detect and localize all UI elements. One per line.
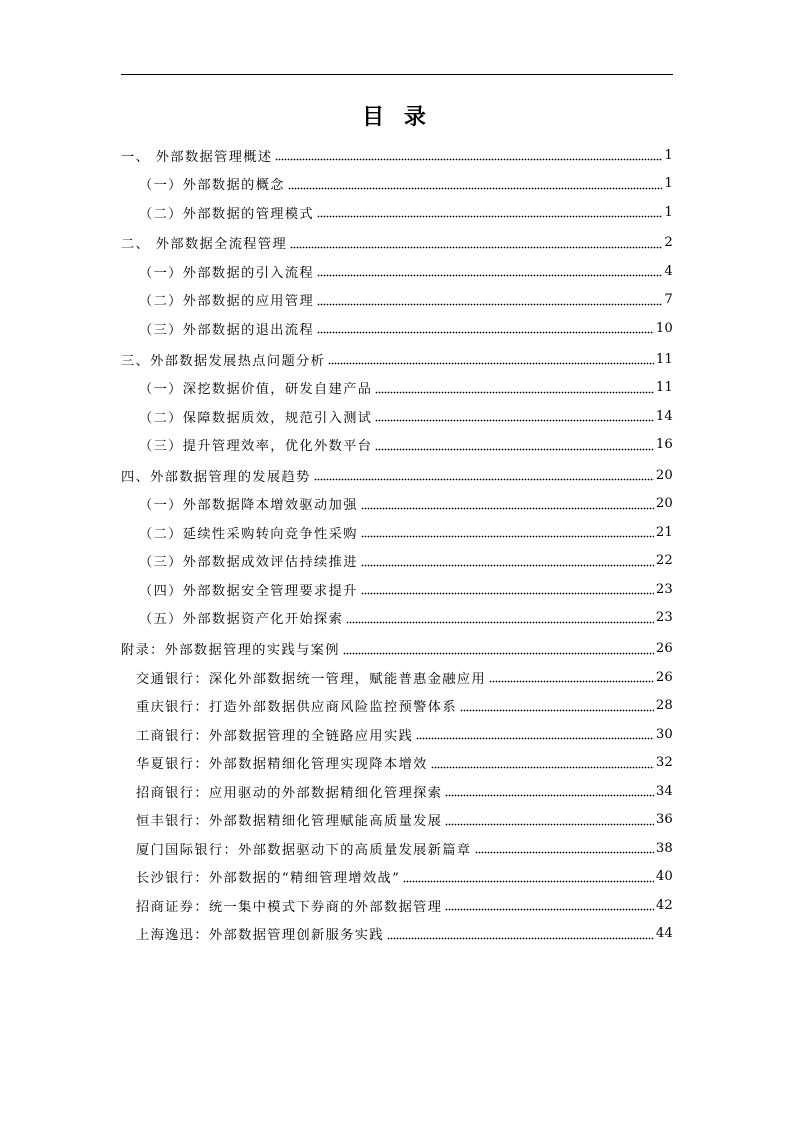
toc-entry-page-number: 38: [655, 840, 673, 856]
toc-entry-page-number: 20: [655, 496, 673, 512]
dot-leader: [317, 264, 662, 278]
toc-entry-page-number: 4: [664, 263, 673, 279]
toc-entry-title: 恒丰银行：外部数据精细化管理赋能高质量发展: [136, 814, 443, 829]
toc-entry[interactable]: [121, 229, 673, 258]
toc-entry-title: 三、外部数据发展热点问题分析: [121, 353, 326, 369]
toc-entry-page-number: 7: [664, 292, 673, 308]
toc-entry-page-number: 28: [655, 698, 673, 713]
toc-entry-page-number: 10: [655, 320, 673, 336]
toc-entry[interactable]: [121, 604, 673, 633]
header-rule: [121, 74, 673, 75]
toc-entry[interactable]: [121, 862, 673, 891]
toc-entry-page-number: 42: [655, 897, 673, 913]
toc-entry-title: 长沙银行：外部数据的“精细管理增效战”: [136, 871, 401, 886]
dot-leader: [346, 611, 654, 625]
toc-entry-title: （一）外部数据降本增效驱动加强: [139, 498, 358, 514]
toc-entry[interactable]: [121, 748, 673, 777]
toc-entry-page-number: 11: [655, 380, 673, 396]
toc-entry-title: 招商证券：统一集中模式下券商的外部数据管理: [136, 899, 443, 915]
toc-list: [121, 141, 673, 948]
toc-entry-page-number: 2: [664, 235, 673, 251]
toc-entry-page-number: 30: [655, 726, 673, 742]
dot-leader: [314, 468, 654, 482]
toc-entry[interactable]: [121, 777, 673, 806]
toc-entry[interactable]: [121, 461, 673, 490]
toc-entry[interactable]: [121, 198, 673, 227]
toc-entry-title: （五）外部数据资产化开始探索: [139, 612, 344, 628]
toc-entry[interactable]: [121, 634, 673, 663]
dot-leader: [328, 352, 654, 366]
dot-leader: [361, 525, 654, 539]
dot-leader: [375, 381, 653, 395]
dot-leader: [460, 699, 654, 713]
toc-entry-title: （一）深挖数据价值，研发自建产品: [139, 382, 373, 398]
toc-entry[interactable]: [121, 314, 673, 343]
dot-leader: [375, 409, 653, 423]
dot-leader: [361, 554, 654, 568]
dot-leader: [317, 293, 662, 307]
toc-entry[interactable]: [121, 663, 673, 692]
toc-entry-title: （二）外部数据的应用管理: [139, 294, 315, 310]
toc-entry-title: 厦门国际银行：外部数据驱动下的高质量发展新篇章: [136, 842, 472, 858]
toc-entry-page-number: 20: [655, 467, 673, 483]
toc-entry-page-number: 14: [655, 408, 673, 424]
dot-leader: [361, 582, 654, 596]
toc-entry-page-number: 23: [655, 581, 673, 597]
toc-entry-page-number: 1: [664, 147, 673, 163]
toc-entry-page-number: 1: [664, 204, 673, 220]
toc-entry[interactable]: [121, 141, 673, 170]
toc-entry-page-number: 26: [655, 641, 673, 656]
toc-entry-page-number: 44: [655, 926, 673, 941]
toc-entry[interactable]: [121, 891, 673, 920]
toc-entry[interactable]: [121, 345, 673, 374]
dot-leader: [387, 927, 654, 941]
toc-entry[interactable]: [121, 286, 673, 315]
toc-entry-title: 招商银行：应用驱动的外部数据精细化管理探索: [136, 785, 443, 801]
toc-entry-title: 上海逸迅：外部数据管理创新服务实践: [136, 928, 384, 943]
toc-entry-page-number: 36: [655, 812, 673, 827]
dot-leader: [290, 236, 662, 250]
toc-entry[interactable]: [121, 919, 673, 948]
toc-entry-page-number: 1: [664, 176, 673, 192]
toc-entry[interactable]: [121, 805, 673, 834]
toc-entry[interactable]: [121, 518, 673, 547]
toc-entry-title: 一、 外部数据管理概述: [121, 149, 273, 165]
toc-entry-title: 交通银行：深化外部数据统一管理，赋能普惠金融应用: [136, 671, 487, 687]
dot-leader: [361, 497, 654, 511]
dot-leader: [275, 148, 662, 162]
toc-entry[interactable]: [121, 834, 673, 863]
dot-leader: [403, 870, 654, 884]
toc-entry-title: 四、外部数据管理的发展趋势: [121, 469, 311, 485]
dot-leader: [343, 642, 654, 656]
toc-entry-title: 工商银行：外部数据管理的全链路应用实践: [136, 728, 414, 744]
dot-leader: [416, 727, 654, 741]
toc-entry-title: （三）外部数据的退出流程: [139, 322, 315, 338]
toc-entry-title: 二、 外部数据全流程管理: [121, 237, 288, 253]
dot-leader: [475, 841, 654, 855]
toc-entry[interactable]: [121, 575, 673, 604]
toc-entry[interactable]: [121, 373, 673, 402]
toc-entry-title: （二）延续性采购转向竞争性采购: [139, 526, 358, 542]
toc-entry-page-number: 40: [655, 869, 673, 884]
toc-entry-page-number: 23: [655, 610, 673, 626]
dot-leader: [317, 205, 662, 219]
dot-leader: [445, 784, 653, 798]
dot-leader: [489, 670, 654, 684]
dot-leader: [445, 898, 653, 912]
toc-entry-page-number: 16: [655, 437, 673, 453]
toc-entry[interactable]: [121, 691, 673, 720]
toc-entry[interactable]: [121, 170, 673, 199]
toc-entry[interactable]: [121, 547, 673, 576]
toc-entry-title: 重庆银行：打造外部数据供应商风险监控预警体系: [136, 700, 457, 715]
toc-entry-page-number: 11: [655, 351, 673, 367]
toc-entry-page-number: 34: [655, 783, 673, 799]
toc-entry[interactable]: [121, 720, 673, 749]
toc-entry[interactable]: [121, 430, 673, 459]
toc-entry-title: （三）提升管理效率，优化外数平台: [139, 439, 373, 455]
toc-title: 目 录: [362, 105, 432, 130]
toc-entry[interactable]: [121, 490, 673, 519]
toc-entry-title: （一）外部数据的概念: [139, 178, 285, 194]
toc-entry-title: （三）外部数据成效评估持续推进: [139, 555, 358, 571]
dot-leader: [375, 438, 653, 452]
toc-entry[interactable]: [121, 257, 673, 286]
toc-entry[interactable]: [121, 402, 673, 431]
toc-entry-page-number: 26: [655, 669, 673, 685]
dot-leader: [317, 321, 654, 335]
toc-entry-title: （一）外部数据的引入流程: [139, 265, 315, 281]
toc-entry-title: （二）外部数据的管理模式: [139, 206, 315, 222]
dot-leader: [431, 756, 654, 770]
toc-entry-page-number: 32: [655, 755, 673, 770]
toc-entry-title: （四）外部数据安全管理要求提升: [139, 583, 358, 599]
toc-entry-title: （二）保障数据质效，规范引入测试: [139, 410, 373, 426]
dot-leader: [445, 813, 653, 827]
toc-entry-page-number: 22: [655, 553, 673, 569]
toc-entry-title: 附录：外部数据管理的实践与案例: [121, 643, 340, 658]
dot-leader: [288, 177, 663, 191]
toc-entry-title: 华夏银行：外部数据精细化管理实现降本增效: [136, 757, 428, 772]
toc-entry-page-number: 21: [655, 524, 673, 540]
